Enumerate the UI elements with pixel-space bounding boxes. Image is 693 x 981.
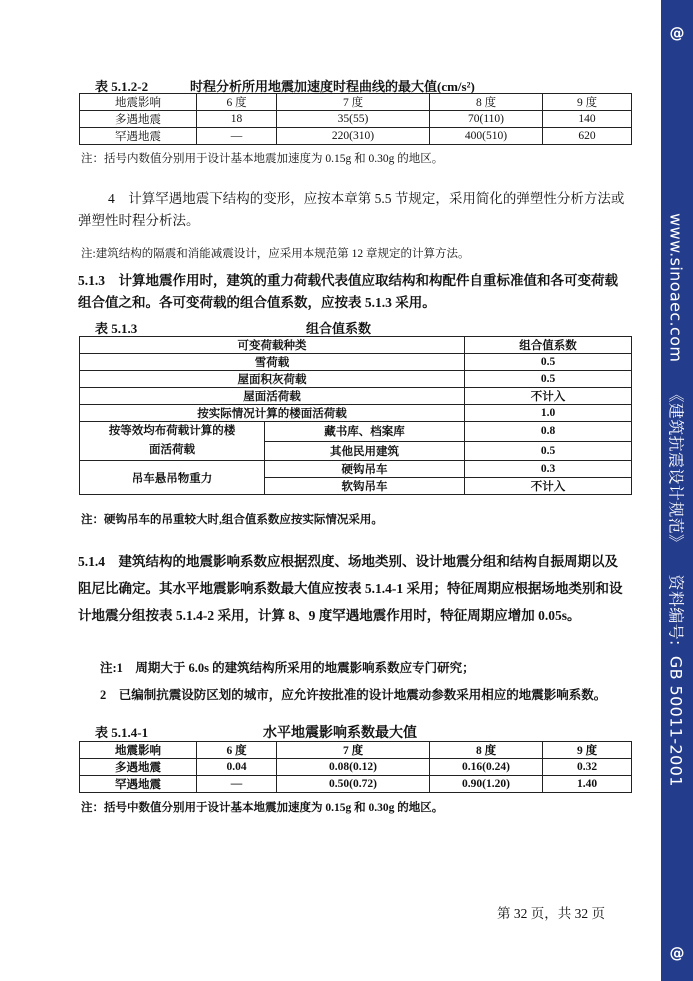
table-row bbox=[80, 354, 632, 371]
header-cell: 组合值系数 bbox=[465, 337, 632, 354]
table-row bbox=[80, 371, 632, 388]
header-cell: 7 度 bbox=[277, 94, 430, 111]
table-cell: 0.5 bbox=[465, 441, 632, 461]
table-cell: 0.90(1.20) bbox=[430, 776, 543, 793]
clause-note-2: 2 已编制抗震设防区划的城市，应允许按批准的设计地震动参数采用相应的地震影响系数。 bbox=[100, 688, 607, 702]
at-symbol-icon: @ bbox=[669, 944, 685, 962]
website-text: www.sinoaec.com bbox=[666, 213, 686, 363]
acceleration-table bbox=[79, 93, 632, 145]
table-row bbox=[80, 422, 632, 442]
table-cell: 400(510) bbox=[430, 128, 543, 145]
table-header-row bbox=[80, 742, 632, 759]
table-title: 组合值系数 bbox=[306, 321, 372, 336]
table-cell: 按实际情况计算的楼面活荷载 bbox=[80, 405, 465, 422]
header-cell: 地震影响 bbox=[80, 94, 197, 111]
table-row bbox=[80, 759, 632, 776]
header-cell: 可变荷载种类 bbox=[80, 337, 465, 354]
table-cell: 其他民用建筑 bbox=[265, 441, 465, 461]
table-cell: 220(310) bbox=[277, 128, 430, 145]
paragraph-note: 注:建筑结构的隔震和消能减震设计，应采用本规范第 12 章规定的计算方法。 bbox=[81, 248, 470, 260]
table-note: 注：括号内数值分别用于设计基本地震加速度为 0.15g 和 0.30g 的地区。 bbox=[81, 153, 444, 165]
clause-5-1-4: 5.1.4 建筑结构的地震影响系数应根据烈度、场地类别、设计地震分组和结构自振周期以及阻尼比确定。其水平地震影响系数最大值应按表 5.1.4-1 采用；特征周期应根据场地类别和设计地震分组按表 5.1.4-2 采用，计算 8、9 度罕遇地震作用时，特征周期应增加 0.05s。 bbox=[78, 554, 623, 623]
table-cell: 18 bbox=[197, 111, 277, 128]
header-cell: 9 度 bbox=[543, 742, 632, 759]
table-cell: 0.04 bbox=[197, 759, 277, 776]
code-value: GB 50011-2001 bbox=[666, 655, 686, 787]
table-cell: 藏书库、档案库 bbox=[265, 422, 465, 442]
table-cell: 不计入 bbox=[465, 478, 632, 495]
table-cell: 620 bbox=[543, 128, 632, 145]
table-row bbox=[80, 128, 632, 145]
table-cell: 70(110) bbox=[430, 111, 543, 128]
header-cell: 7 度 bbox=[277, 742, 430, 759]
table-number: 表 5.1.3 bbox=[95, 321, 138, 336]
table-cell: 0.08(0.12) bbox=[277, 759, 430, 776]
table-cell: 0.8 bbox=[465, 422, 632, 442]
table-cell: 1.0 bbox=[465, 405, 632, 422]
table-cell: 1.40 bbox=[543, 776, 632, 793]
table-row bbox=[80, 461, 632, 478]
table-cell: 罕遇地震 bbox=[80, 128, 197, 145]
sidebar-vertical-text bbox=[666, 213, 689, 787]
header-cell: 地震影响 bbox=[80, 742, 197, 759]
table-cell: 0.16(0.24) bbox=[430, 759, 543, 776]
table-cell: 0.5 bbox=[465, 354, 632, 371]
clause-note-1: 注:1 周期大于 6.0s 的建筑结构所采用的地震影响系数应专门研究； bbox=[100, 661, 475, 675]
table-row bbox=[80, 388, 632, 405]
table-note: 注：硬钩吊车的吊重较大时,组合值系数应按实际情况采用。 bbox=[81, 514, 383, 526]
table-header-row bbox=[80, 337, 632, 354]
header-cell: 8 度 bbox=[430, 94, 543, 111]
table-number: 表 5.1.4-1 bbox=[95, 725, 149, 740]
table-cell: 硬钩吊车 bbox=[265, 461, 465, 478]
book-title: 《建筑抗震设计规范》 bbox=[666, 386, 686, 551]
combination-factor-table bbox=[79, 336, 632, 495]
code-label: 资料编号: bbox=[666, 574, 686, 646]
table-cell: 软钩吊车 bbox=[265, 478, 465, 495]
table-cell: — bbox=[197, 128, 277, 145]
table-cell: — bbox=[197, 776, 277, 793]
at-symbol-icon: @ bbox=[669, 24, 685, 42]
table-cell: 0.50(0.72) bbox=[277, 776, 430, 793]
table-cell: 屋面积灰荷载 bbox=[80, 371, 465, 388]
header-cell: 8 度 bbox=[430, 742, 543, 759]
table-title: 水平地震影响系数最大值 bbox=[263, 726, 417, 741]
group-cell: 按等效均布荷载计算的楼面活荷载 bbox=[80, 422, 265, 461]
header-cell: 6 度 bbox=[197, 94, 277, 111]
header-cell: 9 度 bbox=[543, 94, 632, 111]
table-header-row bbox=[80, 94, 632, 111]
table-row bbox=[80, 405, 632, 422]
table-cell: 0.3 bbox=[465, 461, 632, 478]
table-cell: 多遇地震 bbox=[80, 759, 197, 776]
table-note: 注：括号中数值分别用于设计基本地震加速度为 0.15g 和 0.30g 的地区。 bbox=[81, 802, 444, 814]
seismic-coefficient-table bbox=[79, 741, 632, 793]
table-row bbox=[80, 111, 632, 128]
table-cell: 雪荷载 bbox=[80, 354, 465, 371]
clause-5-1-3: 5.1.3 计算地震作用时，建筑的重力荷载代表值应取结构和构配件自重标准值和各可变荷载组合值之和。各可变荷载的组合值系数，应按表 5.1.3 采用。 bbox=[78, 273, 618, 310]
page-number: 第 32 页，共 32 页 bbox=[497, 906, 605, 921]
table-cell: 屋面活荷载 bbox=[80, 388, 465, 405]
table-cell: 0.32 bbox=[543, 759, 632, 776]
table-cell: 0.5 bbox=[465, 371, 632, 388]
table-cell: 140 bbox=[543, 111, 632, 128]
table-cell: 35(55) bbox=[277, 111, 430, 128]
paragraph-item-4: 4 计算罕遇地震下结构的变形，应按本章第 5.5 节规定，采用简化的弹塑性分析方法或弹塑性时程分析法。 bbox=[78, 191, 625, 228]
table-number: 表 5.1.2-2 bbox=[95, 79, 149, 94]
table-title: 时程分析所用地震加速度时程曲线的最大值(cm/s²) bbox=[190, 79, 475, 94]
table-row bbox=[80, 776, 632, 793]
table-cell: 罕遇地震 bbox=[80, 776, 197, 793]
header-cell: 6 度 bbox=[197, 742, 277, 759]
group-cell: 吊车悬吊物重力 bbox=[80, 461, 265, 495]
table-cell: 多遇地震 bbox=[80, 111, 197, 128]
sidebar-banner bbox=[661, 0, 693, 981]
table-cell: 不计入 bbox=[465, 388, 632, 405]
